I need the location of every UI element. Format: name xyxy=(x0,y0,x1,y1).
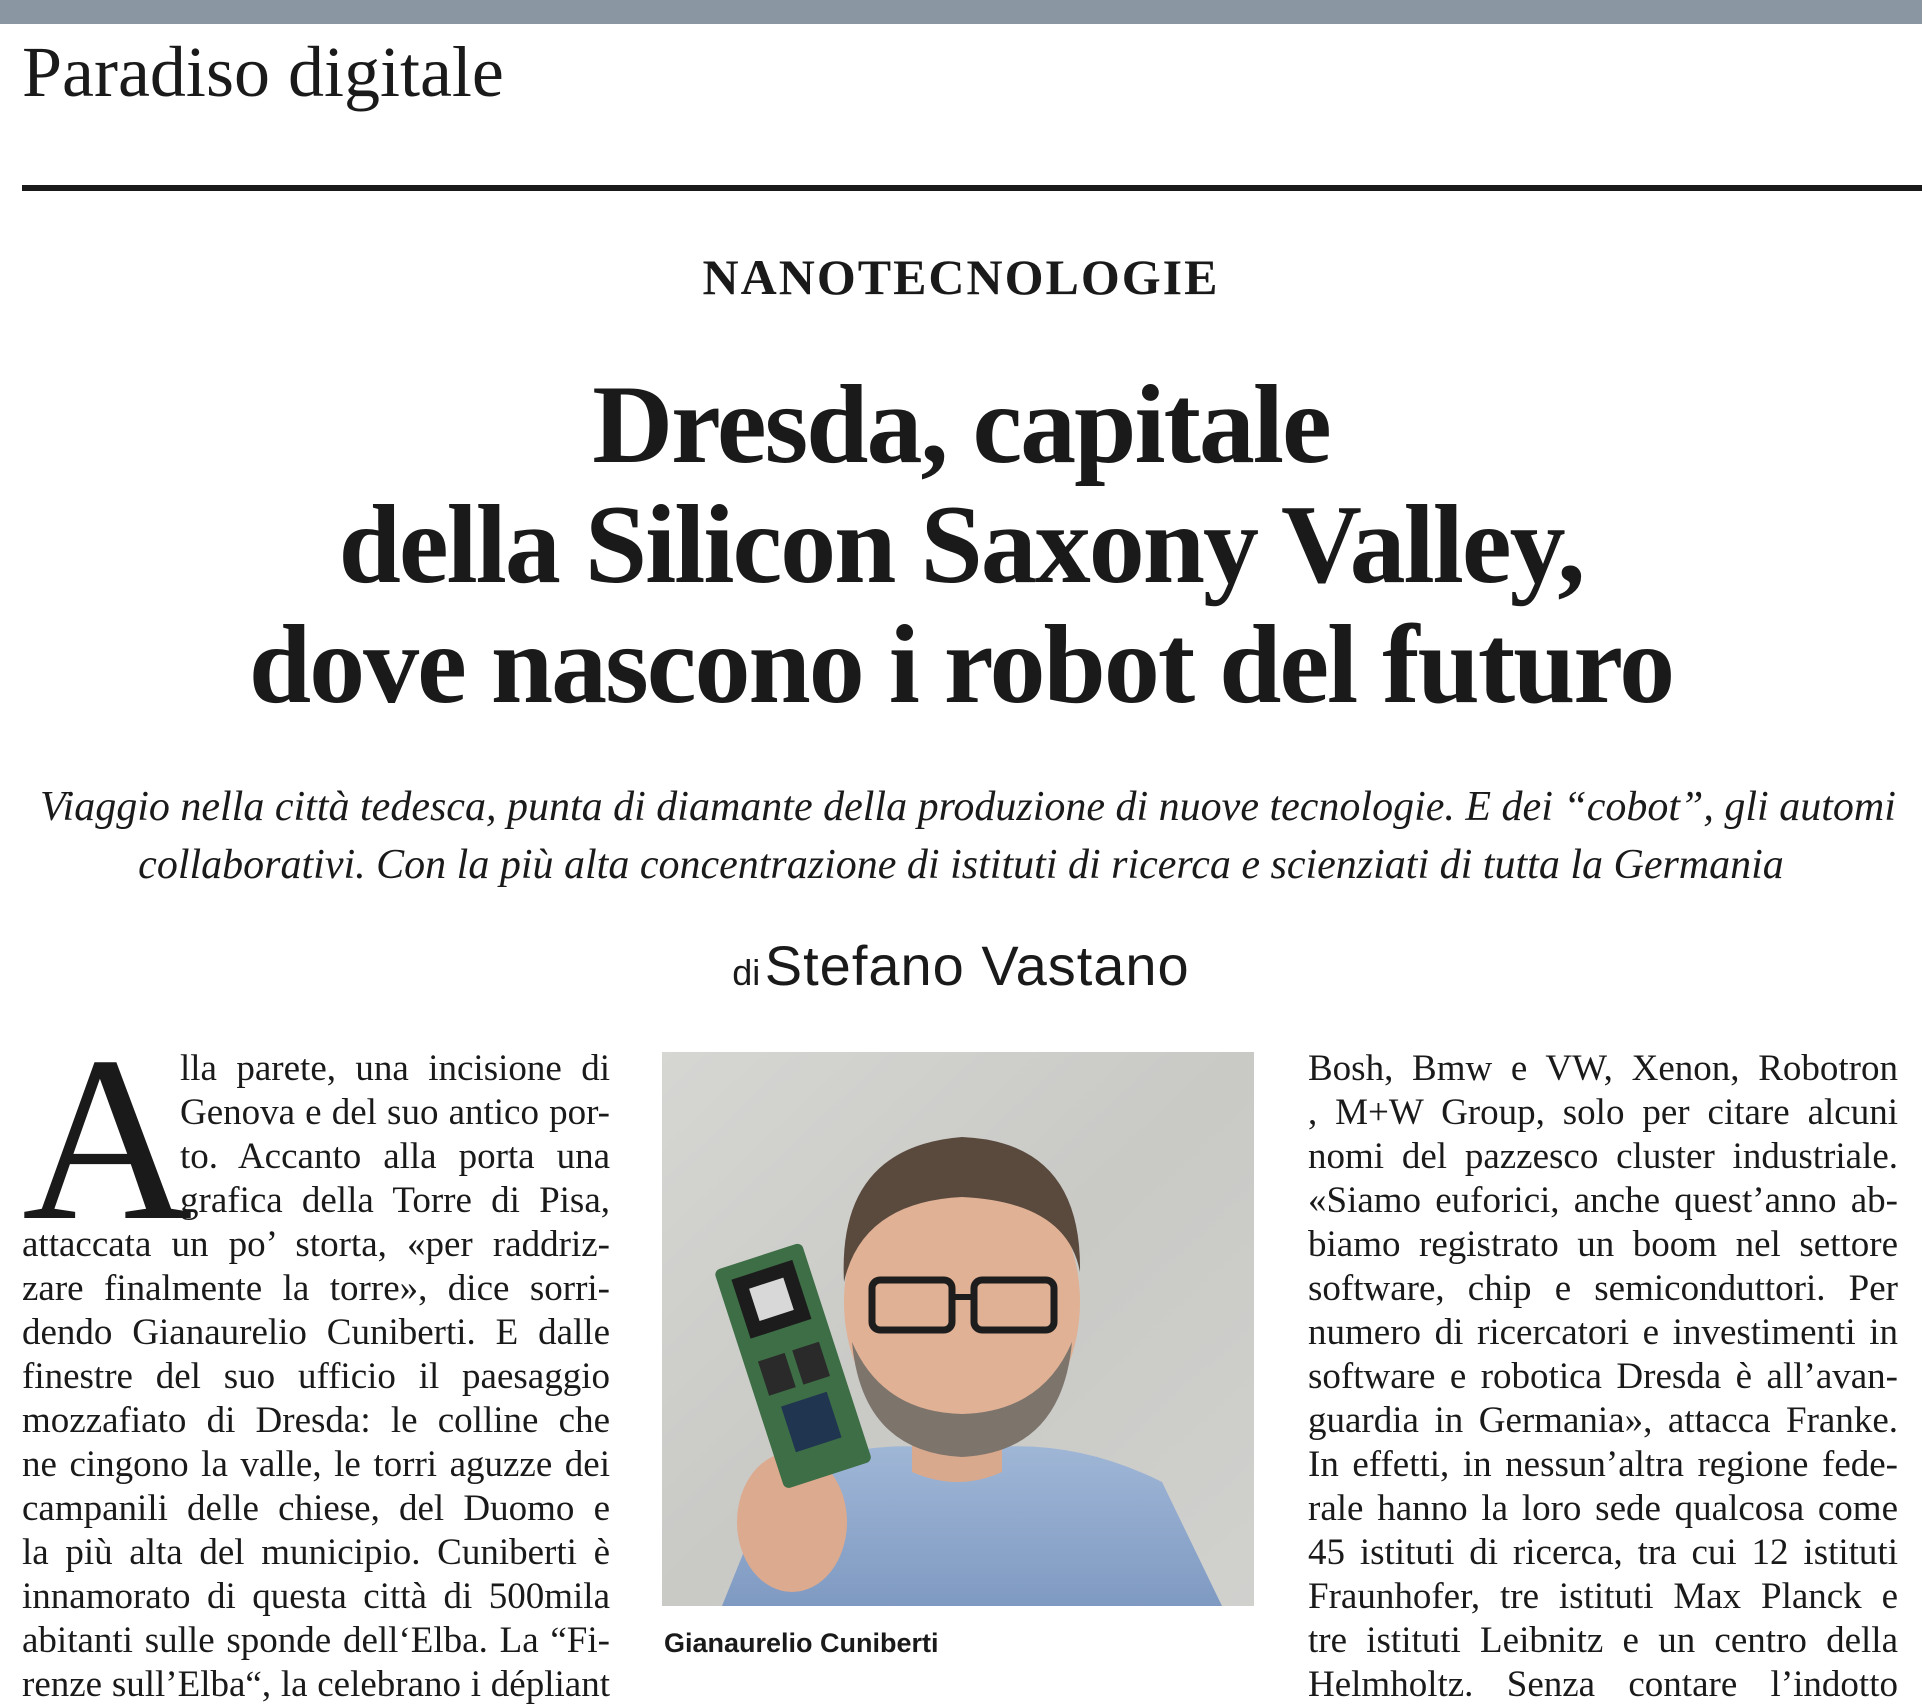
body-line: biamo registrato un boom nel settore xyxy=(1308,1224,1898,1265)
body-line: Bosh, Bmw e VW, Xenon, Robotron xyxy=(1308,1048,1898,1089)
body-line: lla parete, una incisione di xyxy=(180,1048,610,1089)
byline-prefix: di xyxy=(732,952,761,993)
article-headline xyxy=(0,365,1922,725)
article-deck xyxy=(40,778,1896,894)
portrait-illustration xyxy=(662,1052,1254,1606)
byline xyxy=(0,934,1922,997)
body-line: Helmholtz. Senza contare l’indotto xyxy=(1308,1664,1898,1705)
body-column-left xyxy=(22,1047,610,1707)
body-line: Fraunhofer, tre istituti Max Planck e xyxy=(1308,1576,1898,1617)
top-color-band xyxy=(0,0,1922,24)
deck-line: Viaggio nella città tedesca, punta di diamante della produzione di nuove tecnologie. E dei “cobot”, gli automi xyxy=(40,784,1896,830)
body-line: software e robotica Dresda è all’avan- xyxy=(1308,1356,1898,1397)
photo-caption: Gianaurelio Cuniberti xyxy=(664,1628,939,1658)
body-line: campanili delle chiese, del Duomo e xyxy=(22,1488,610,1529)
body-column-right xyxy=(1308,1047,1898,1707)
body-line: zare finalmente la torre», dice sorri- xyxy=(22,1268,610,1309)
article-kicker: NANOTECNOLOGIE xyxy=(702,249,1220,305)
body-line: finestre del suo ufficio il paesaggio xyxy=(22,1356,610,1397)
body-line: guardia in Germania», attacca Franke. xyxy=(1308,1400,1898,1441)
headline-line: dove nascono i robot del futuro xyxy=(248,603,1674,727)
drop-cap: A xyxy=(22,1009,193,1270)
body-line: «Siamo euforici, anche quest’anno ab- xyxy=(1308,1180,1898,1221)
headline-line: Dresda, capitale xyxy=(592,363,1330,487)
body-line: ne cingono la valle, le torri aguzze dei xyxy=(22,1444,610,1485)
body-line: nomi del pazzesco cluster industriale. xyxy=(1308,1136,1898,1177)
body-line: rale hanno la loro sede qualcosa come xyxy=(1308,1488,1898,1529)
body-line: mozzafiato di Dresda: le colline che xyxy=(22,1400,610,1441)
body-line: tre istituti Leibnitz e un centro della xyxy=(1308,1620,1898,1661)
body-line: In effetti, in nessun’altra regione fede- xyxy=(1308,1444,1898,1485)
body-line: 45 istituti di ricerca, tra cui 12 istituti xyxy=(1308,1532,1898,1573)
body-line: renze sull’Elba“, la celebrano i dépliant xyxy=(22,1664,610,1705)
body-line: , M+W Group, solo per citare alcuni xyxy=(1308,1092,1898,1133)
deck-line: collaborativi. Con la più alta concentrazione di istituti di ricerca e scienziati di tutta la Germania xyxy=(138,842,1784,888)
portrait-photo xyxy=(662,1052,1254,1606)
body-line: la più alta del municipio. Cuniberti è xyxy=(22,1532,610,1573)
body-line: innamorato di questa città di 500mila xyxy=(22,1576,610,1617)
body-line: to. Accanto alla porta una xyxy=(180,1136,610,1177)
section-title: Paradiso digitale xyxy=(22,32,504,112)
body-line: abitanti sulle sponde dell‘Elba. La “Fi- xyxy=(22,1620,610,1661)
body-line: Genova e del suo antico por- xyxy=(180,1092,610,1133)
body-line: numero di ricercatori e investimenti in xyxy=(1308,1312,1898,1353)
body-line: dendo Gianaurelio Cuniberti. E dalle xyxy=(22,1312,610,1353)
body-line: attaccata un po’ storta, «per raddriz- xyxy=(22,1224,610,1265)
author-name: Stefano Vastano xyxy=(764,934,1190,997)
section-divider xyxy=(22,185,1922,191)
body-line: software, chip e semiconduttori. Per xyxy=(1308,1268,1898,1309)
body-line: grafica della Torre di Pisa, xyxy=(180,1180,610,1221)
headline-line: della Silicon Saxony Valley, xyxy=(338,483,1584,607)
